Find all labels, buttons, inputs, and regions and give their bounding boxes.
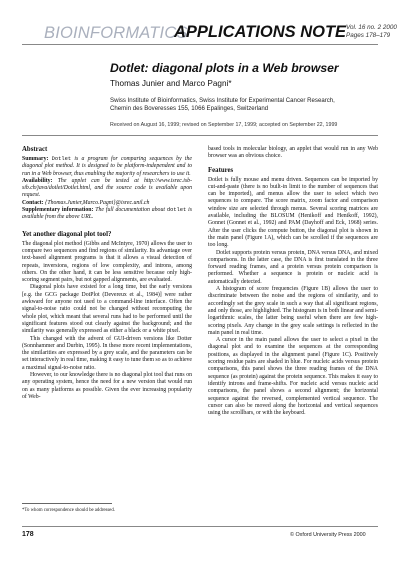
body-paragraph: Dotlet is fully mouse and menu driven. Sequences can be imported by cut-and-paste (there is no built-in limit to the number of sequences that can be imported), and menus allow the user to select which two sequences to compare. The score matrix, zoom factor and comparison window size are selected through menus. Several scoring matrices are available, including the BLOSUM (Henikoff and Henikoff, 1992), Gonnet (Gonnet et al., 1992) and PAM (Dayhoff and Eck, 1968) series. After the user clicks the compute button, the diagonal plot is shown in the main panel (Figure 1A), which can be scrolled if the sequences are too long. — [208, 176, 378, 249]
supp-text-1: The full documentation about — [93, 207, 167, 214]
summary-label: Summary: — [22, 156, 49, 162]
supp-text-2: is available from the above URL. — [22, 207, 192, 221]
received-dates: Received on August 16, 1999; revised on September 17, 1999; accepted on September 22, 1999 — [110, 122, 338, 128]
left-column — [22, 146, 192, 401]
publisher-copyright: © Oxford University Press 2000 — [290, 532, 366, 538]
supp-label: Supplementary information: — [22, 207, 94, 214]
body-paragraph: The diagonal plot method (Gibbs and McIntyre, 1970) allows the user to compare two sequences and find regions of similarity. Its advantage over text-based alignment programs is that it allows a visual detection of repeats, inversions, regions of low complexity, and introns, among others. On the other hand, it can be less sensitive because only high-scoring segment pairs, but not gapped alignments, are evaluated. — [22, 240, 192, 284]
features-heading: Features — [208, 166, 234, 174]
section-heading: Yet another diagonal plot tool? — [22, 230, 112, 238]
section-label: APPLICATIONS NOTE — [174, 23, 347, 41]
volume-line: Vol. 16 no. 2 2000 — [346, 24, 397, 31]
abstract-heading: Abstract — [22, 146, 48, 153]
footer-rule — [22, 526, 378, 527]
availability-label: Availability: — [22, 177, 53, 184]
article-affiliation — [110, 97, 335, 114]
pages-line: Pages 178–179 — [346, 32, 391, 39]
header-rule — [22, 44, 378, 45]
footnote-rule — [22, 503, 112, 504]
abstract-availability — [22, 178, 192, 200]
affiliation-line-2: Chemin des Boveresses 155, 1066 Epalinges, Switzerland — [110, 105, 269, 113]
contact-text: {Thomas.Junier,Marco.Pagni}@isrec.unil.ch — [43, 199, 150, 206]
right-column — [208, 146, 378, 417]
body-paragraph: Dotlet supports protein versus protein, DNA versus DNA, and mixed comparisons. In the latter case, the DNA is first translated in the three forward reading frames, and a protein versus protein comparison is performed. Whether a sequence is protein or nucleic acid is automatically detected. — [208, 249, 378, 285]
volume-info — [346, 24, 397, 40]
contact-label: Contact: — [22, 199, 44, 206]
section-gap — [22, 222, 192, 231]
page-number: 178 — [22, 531, 34, 538]
article-title: Dotlet: diagonal plots in a Web browser — [110, 61, 339, 75]
supp-tool: dotlet — [166, 207, 187, 214]
journal-name: BIOINFORMATICS — [44, 24, 188, 42]
abstract-summary — [22, 156, 192, 178]
footnote: *To whom correspondence should be addressed. — [22, 508, 115, 513]
body-paragraph: based tools in molecular biology, an applet that would run in any Web browser was an obvious choice. — [208, 146, 378, 160]
body-paragraph: However, to our knowledge there is no diagonal plot tool that runs on any operating system, hence the need for a new version that would run on as many platforms as possible. Given the ever increasing popularity of Web- — [22, 372, 192, 400]
summary-text-2: is a program for comparing sequences by the diagonal plot method. It is designed to be platform-independent and to run in a Web browser, thus enabling the majority of researchers to use it. — [22, 156, 192, 177]
availability-text: The applet can be tested at http://www.isrec.isb-sib.ch/java/dotlet/Dotlet.html, and the source code is available upon request. — [22, 177, 192, 199]
affiliation-line-1: Swiss Institute of Bioinformatics, Swiss Institute for Experimental Cancer Research, — [110, 97, 335, 104]
abstract-supplementary — [22, 207, 192, 222]
body-paragraph: Diagonal plots have existed for a long time, but the early versions [e.g. the GCG package DotPlot (Devereux et al., 1984)] were rather awkward for anyone not used to a command-line interface. Often the signal-to-noise ratio could not be changed without recomputing the whole plot, which meant that several runs had to be performed until the significant features stood out clearly against the background; and the similarity was generally expressed as either a black or a white pixel. — [22, 284, 192, 335]
body-paragraph: This changed with the advent of GUI-driven versions like Dotter (Sonnhammer and Durbin, 1995). In these more recent implementations, the similarities are expressed by a grey scale, and the parameters can be set interactively in real time, making it easy to tune them so as to achieve a maximal signal-to-noise ratio. — [22, 335, 192, 371]
journal-header — [22, 22, 397, 50]
abstract — [22, 146, 192, 222]
summary-tool: Dotlet — [51, 156, 72, 162]
body-paragraph: A cursor in the main panel allows the user to select a pixel in the diagonal plot and to examine the sequences at the corresponding positions, as displayed in the alignment panel (Figure 1C). Positively scoring residue pairs are shaded in blue. For nucleic acids versus protein comparisons, this panel shows the three reading frames of the DNA sequence (as protein) against the protein sequence. This makes it easy to identify introns and frame-shifts. For nucleic acid versus nucleic acid comparisons, the panel shows a second alignment; the horizontal sequence against the reversed, complemented vertical sequence. The cursor can also be moved along the horizontal and vertical sequences using the scrollbars, or with the keyboard. — [208, 337, 378, 417]
abstract-contact — [22, 200, 192, 207]
article-authors: Thomas Junier and Marco Pagni* — [110, 79, 232, 88]
title-rule — [22, 135, 378, 136]
body-paragraph: A histogram of score frequencies (Figure 1B) allows the user to discriminate between the noise and the regions of similarity, and to accordingly set the grey scale in such a way that all significant regions, and only those, are highlighted. The histogram is in both linear and semi-logarithmic scales, the latter being useful when there are few high-scoring pixels. Any change in the grey scale settings is reflected in the main panel in real time. — [208, 286, 378, 336]
